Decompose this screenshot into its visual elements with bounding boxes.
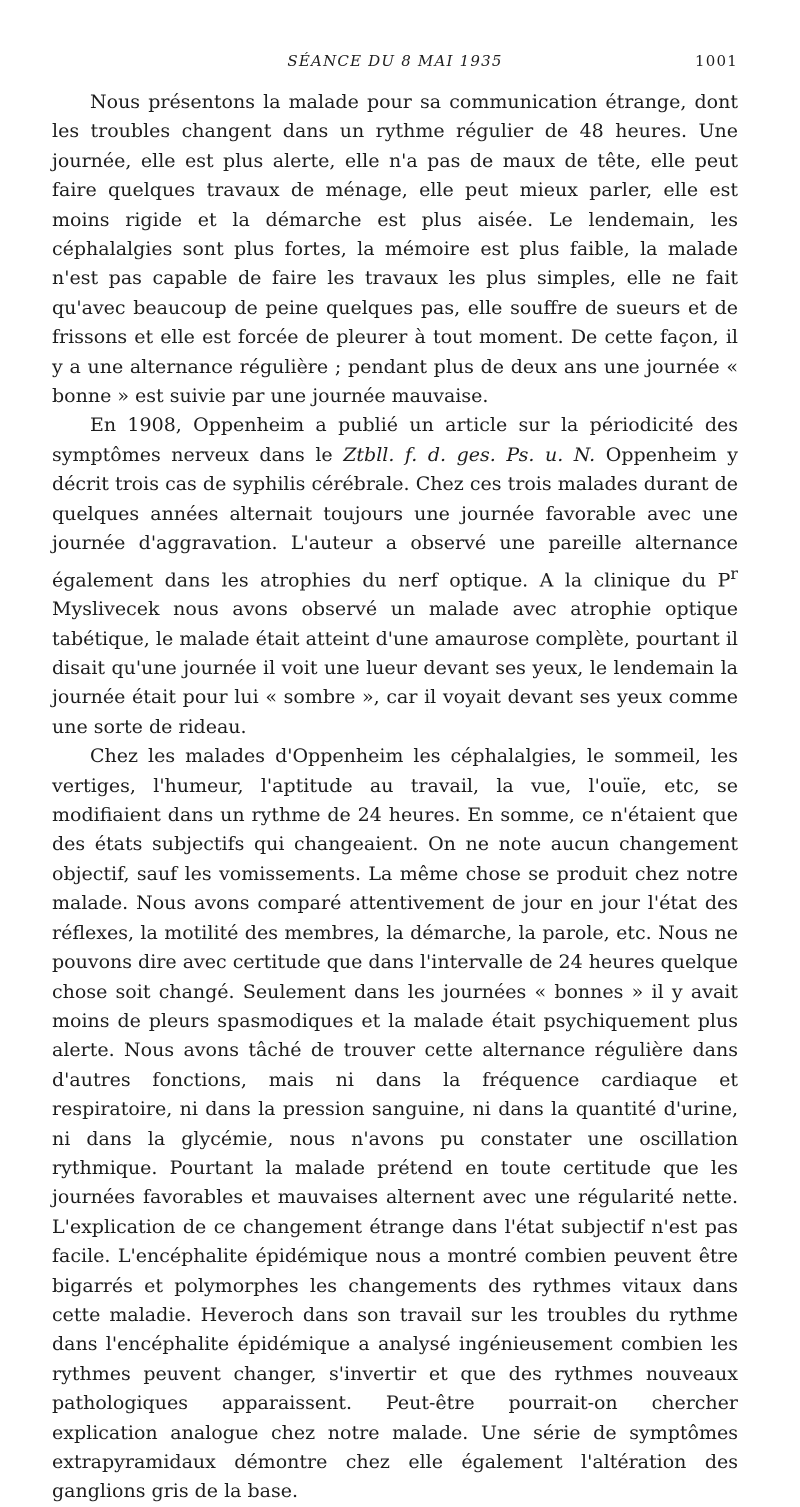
body-text xyxy=(52,88,738,1507)
journal-title: Ztbll. f. d. ges. Ps. u. N. xyxy=(343,443,596,466)
paragraph-oppenheim xyxy=(52,411,738,742)
oppenheim-text-middle: Oppenheim y décrit trois cas de syphilis cérébrale. Chez ces trois malades durant de quelques années alternait toujours une journée favorable avec une journée d'aggravation. L'auteur a observé une pareille alternance également dans les atrophies du nerf optique. A la clinique du xyxy=(52,443,738,591)
professor-abbreviation: P xyxy=(717,568,731,591)
oppenheim-text-start: En 1908, Oppenheim a publié un article sur la périodicité des symptômes nerveux dans le xyxy=(52,414,738,466)
professor-abbreviation-superscript: r xyxy=(730,563,738,583)
running-header xyxy=(52,52,738,76)
page-number: 1001 xyxy=(695,52,738,70)
running-title: SÉANCE DU 8 MAI 1935 xyxy=(287,52,503,70)
document-page xyxy=(52,52,738,1507)
paragraph-observations: Chez les malades d'Oppenheim les céphalalgies, le sommeil, les vertiges, l'humeur, l'aptitude au travail, la vue, l'ouïe, etc, se modifiaient dans un rythme de 24 heures. En somme, ce n'étaient que des états subjectifs qui changeaient. On ne note aucun changement objectif, sauf les vomissements. La même chose se produit chez notre malade. Nous avons comparé attentivement de jour en jour l'état des réflexes, la motilité des membres, la démarche, la parole, etc. Nous ne pouvons dire avec certitude que dans l'intervalle de 24 heures quelque chose soit changé. Seulement dans les journées « bonnes » il y avait moins de pleurs spasmodiques et la malade était psychiquement plus alerte. Nous avons tâché de trouver cette alternance régulière dans d'autres fonctions, mais ni dans la fréquence cardiaque et respiratoire, ni dans la pression sanguine, ni dans la quantité d'urine, ni dans la glycémie, nous n'avons pu constater une oscillation rythmique. Pourtant la malade prétend en toute certitude que les journées favorables et mauvaises alternent avec une régularité nette. L'explication de ce changement étrange dans l'état subjectif n'est pas facile. L'encéphalite épidémique nous a montré combien peuvent être bigarrés et polymorphes les changements des rythmes vitaux dans cette maladie. Heveroch dans son travail sur les troubles du rythme dans l'encéphalite épidémique a analysé ingénieusement combien les rythmes peuvent changer, s'invertir et que des rythmes nouveaux pathologiques apparaissent. Peut-être pourrait-on chercher explication analogue chez notre malade. Une série de symptômes extrapyramidaux démontre chez elle également l'altération des ganglions gris de la base. xyxy=(52,745,738,1503)
paragraph-malade-rythme: Nous présentons la malade pour sa communication étrange, dont les troubles changent dans un rythme régulier de 48 heures. Une journée, elle est plus alerte, elle n'a pas de maux de tête, elle peut faire quelques travaux de ménage, elle peut mieux parler, elle est moins rigide et la démarche est plus aisée. Le lendemain, les céphalalgies sont plus fortes, la mémoire est plus faible, la malade n'est pas capable de faire les travaux les plus simples, elle ne fait qu'avec beaucoup de peine quelques pas, elle souffre de sueurs et de frissons et elle est forcée de pleurer à tout moment. De cette façon, il y a une alternance régulière ; pendant plus de deux ans une journée « bonne » est suivie par une journée mauvaise. xyxy=(52,91,738,408)
oppenheim-text-end: Myslivecek nous avons observé un malade avec atrophie optique tabétique, le malade était atteint d'une amaurose complète, pourtant il disait qu'une journée il voit une lueur devant ses yeux, le lendemain la journée était pour lui « sombre », car il voyait devant ses yeux comme une sorte de rideau. xyxy=(52,598,738,738)
